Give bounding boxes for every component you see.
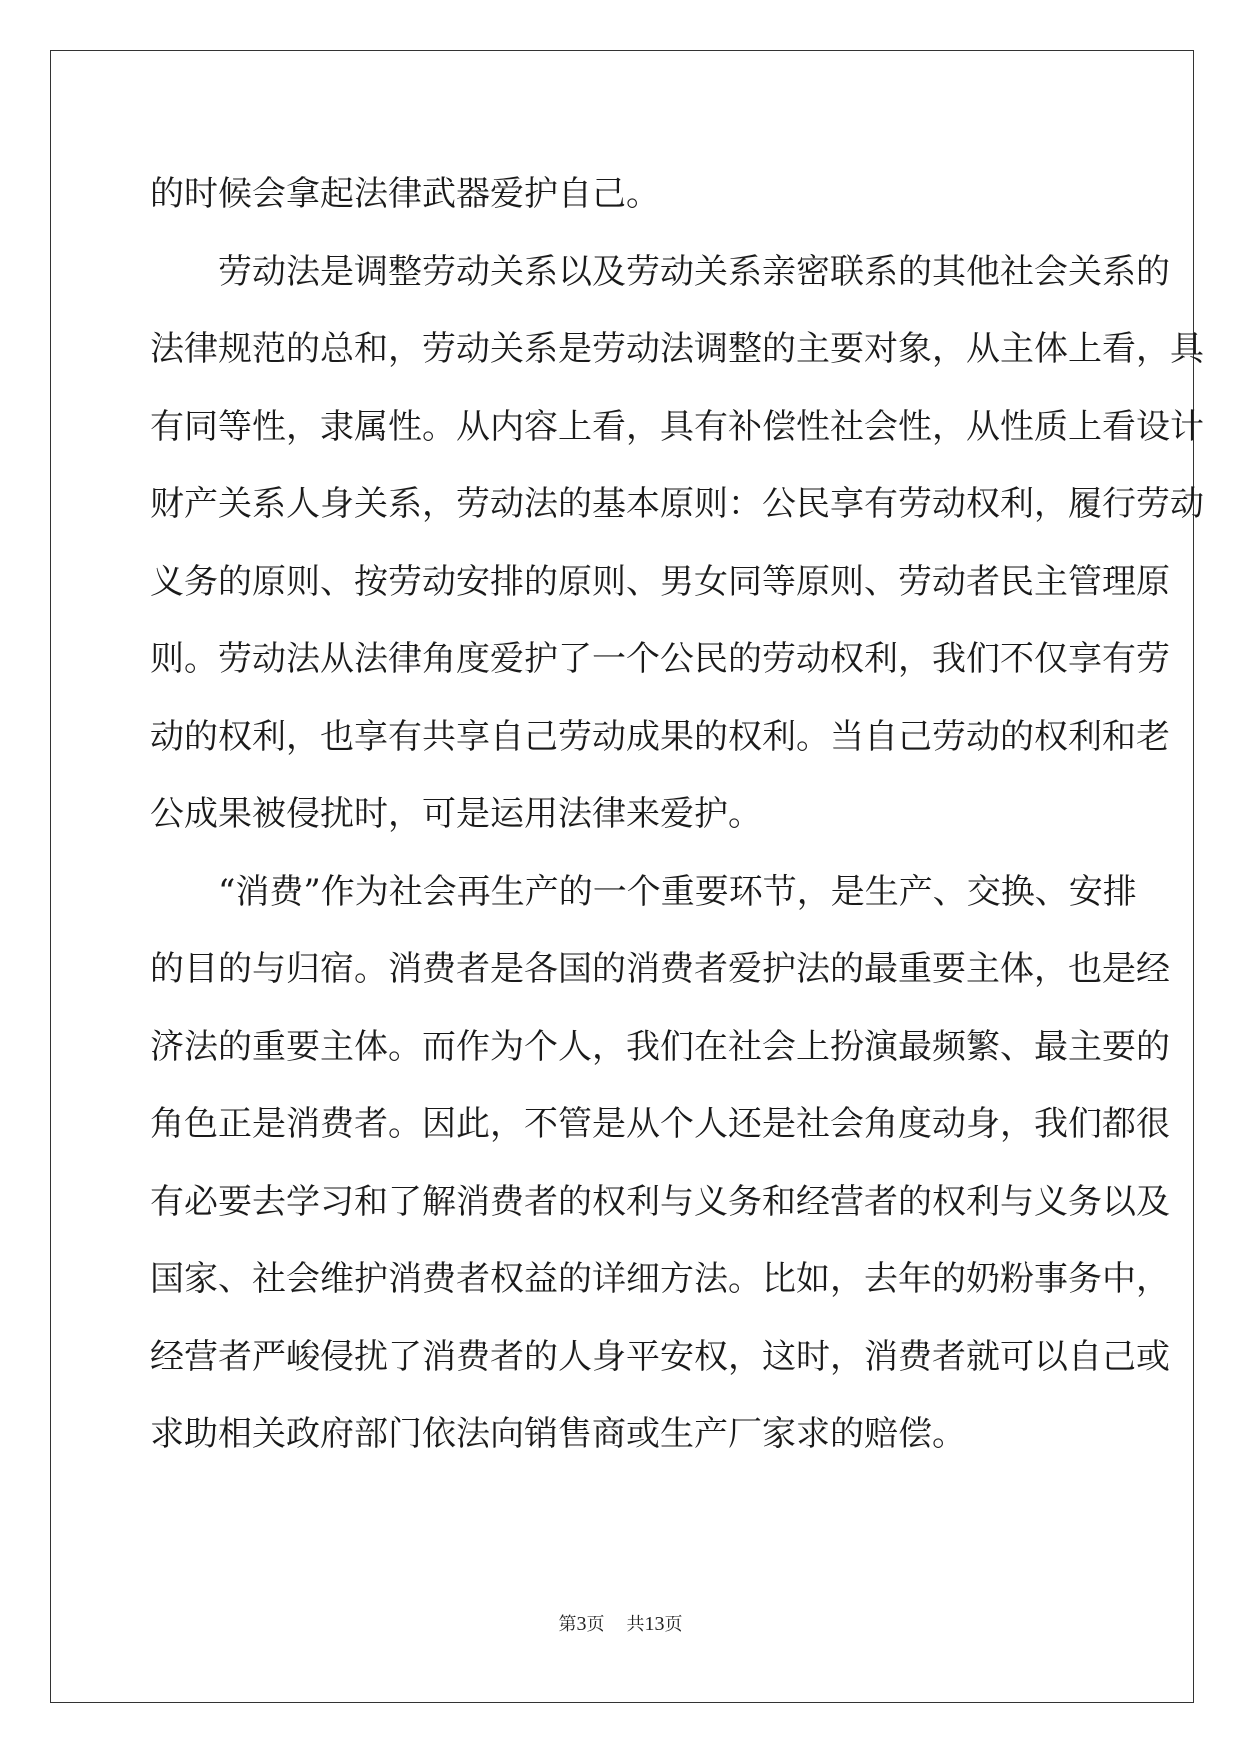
text-line: 角色正是消费者。因此，不管是从个人还是社会角度动身，我们都很 [150, 1104, 1170, 1144]
document-body [150, 156, 1204, 1474]
text-line: 的目的与归宿。消费者是各国的消费者爱护法的最重要主体，也是经 [150, 949, 1170, 989]
text-line: 则。劳动法从法律角度爱护了一个公民的劳动权利，我们不仅享有劳 [150, 639, 1170, 679]
text-line: 经营者严峻侵扰了消费者的人身平安权，这时，消费者就可以自己或 [150, 1336, 1170, 1377]
current-page-number: 3 [576, 1613, 587, 1635]
text-line: 的时候会拿起法律武器爱护自己。 [150, 174, 660, 214]
text-line: 法律规范的总和，劳动关系是劳动法调整的主要对象，从主体上看，具 [150, 329, 1204, 369]
text-line: 劳动法是调整劳动关系以及劳动关系亲密联系的其他社会关系的 [150, 251, 1170, 292]
page-footer [0, 1612, 1241, 1637]
footer-page-suffix: 页 [586, 1614, 605, 1635]
text-line: 济法的重要主体。而作为个人，我们在社会上扮演最频繁、最主要的 [150, 1026, 1170, 1067]
text-line: 国家、社会维护消费者权益的详细方法。比如，去年的奶粉事务中， [150, 1259, 1170, 1299]
text-line: 财产关系人身关系，劳动法的基本原则：公民享有劳动权利，履行劳动 [150, 484, 1204, 524]
text-line: 求助相关政府部门依法向销售商或生产厂家求的赔偿。 [150, 1414, 966, 1454]
total-pages-number: 13 [644, 1613, 665, 1635]
footer-total-suffix: 页 [664, 1614, 683, 1635]
footer-total-prefix: 共 [626, 1614, 645, 1635]
text-line: 有必要去学习和了解消费者的权利与义务和经营者的权利与义务以及 [150, 1181, 1170, 1222]
text-line: “消费”作为社会再生产的一个重要环节，是生产、交换、安排 [150, 871, 1137, 912]
text-line: 有同等性，隶属性。从内容上看，具有补偿性社会性，从性质上看设计 [150, 406, 1204, 447]
text-line: 公成果被侵扰时，可是运用法律来爱护。 [150, 794, 762, 834]
footer-prefix: 第 [558, 1614, 577, 1635]
text-line: 义务的原则、按劳动安排的原则、男女同等原则、劳动者民主管理原 [150, 561, 1170, 602]
text-line: 动的权利，也享有共享自己劳动成果的权利。当自己劳动的权利和老 [150, 716, 1170, 757]
